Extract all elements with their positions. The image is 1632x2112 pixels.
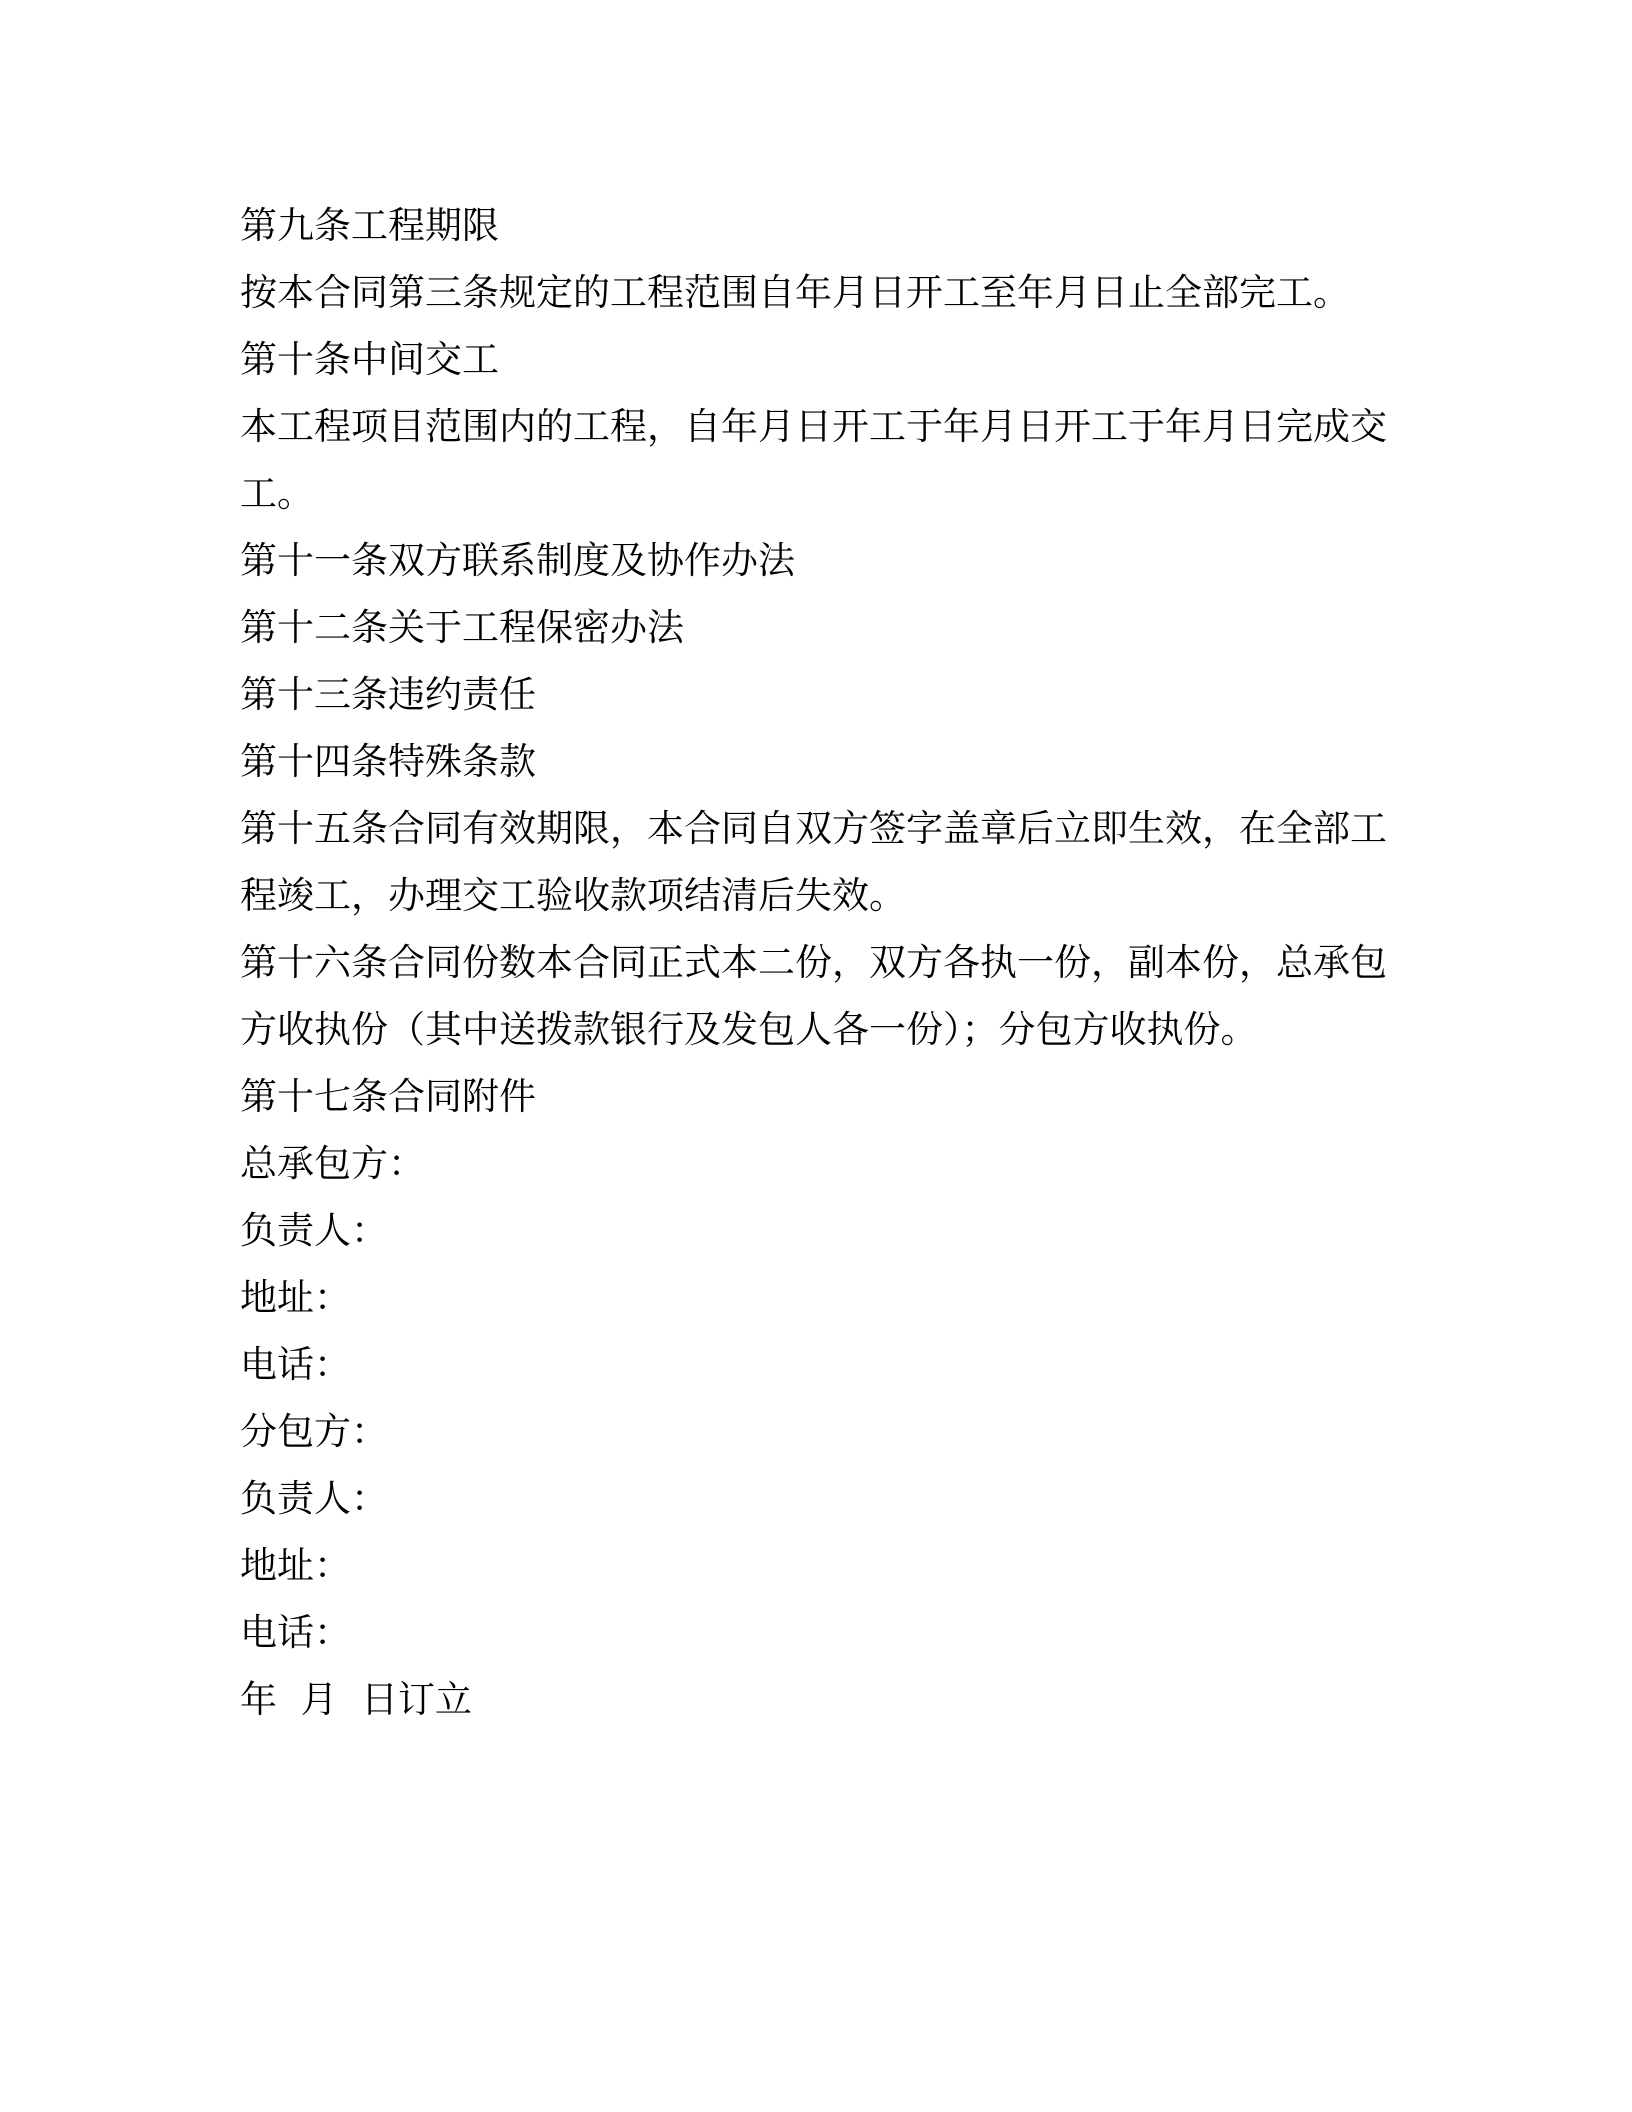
document-body bbox=[240, 192, 1400, 1733]
article-10-text bbox=[240, 393, 1400, 527]
article-15-text bbox=[240, 795, 1400, 929]
article-9-text: 按本合同第三条规定的工程范围自年月日开工至年月日止全部完工。 bbox=[240, 271, 1350, 314]
article-15-text-line-2: 程竣工，办理交工验收款项结清后失效。 bbox=[240, 874, 906, 917]
subcontractor-representative-label: 负责人： bbox=[240, 1477, 388, 1520]
general-contractor-phone-label: 电话： bbox=[240, 1343, 351, 1386]
article-10-text-line-2: 工。 bbox=[240, 472, 314, 515]
article-14-heading: 第十四条特殊条款 bbox=[240, 740, 536, 783]
subcontractor-address-label: 地址： bbox=[240, 1544, 351, 1587]
subcontractor-phone-label: 电话： bbox=[240, 1611, 351, 1654]
article-10-heading: 第十条中间交工 bbox=[240, 338, 499, 381]
general-contractor-representative-label: 负责人： bbox=[240, 1209, 388, 1252]
article-9-heading: 第九条工程期限 bbox=[240, 204, 499, 247]
subcontractor-label: 分包方： bbox=[240, 1410, 388, 1453]
article-16-text-line-1: 第十六条合同份数本合同正式本二份，双方各执一份，副本份，总承包 bbox=[240, 941, 1387, 984]
article-11-heading: 第十一条双方联系制度及协作办法 bbox=[240, 539, 795, 582]
article-13-heading: 第十三条违约责任 bbox=[240, 673, 536, 716]
subcontractor-signature-block bbox=[240, 1398, 1400, 1666]
general-contractor-label: 总承包方： bbox=[240, 1142, 425, 1185]
article-12-heading: 第十二条关于工程保密办法 bbox=[240, 606, 684, 649]
article-16-text-line-2: 方收执份（其中送拨款银行及发包人各一份）；分包方收执份。 bbox=[240, 1008, 1258, 1051]
signing-date-line: 年 月 日订立 bbox=[240, 1678, 473, 1721]
article-17-heading: 第十七条合同附件 bbox=[240, 1075, 536, 1118]
article-16-text bbox=[240, 929, 1400, 1063]
article-10-text-line-1: 本工程项目范围内的工程，自年月日开工于年月日开工于年月日完成交 bbox=[240, 405, 1387, 448]
general-contractor-address-label: 地址： bbox=[240, 1276, 351, 1319]
general-contractor-signature-block bbox=[240, 1130, 1400, 1398]
article-15-text-line-1: 第十五条合同有效期限，本合同自双方签字盖章后立即生效，在全部工 bbox=[240, 807, 1387, 850]
